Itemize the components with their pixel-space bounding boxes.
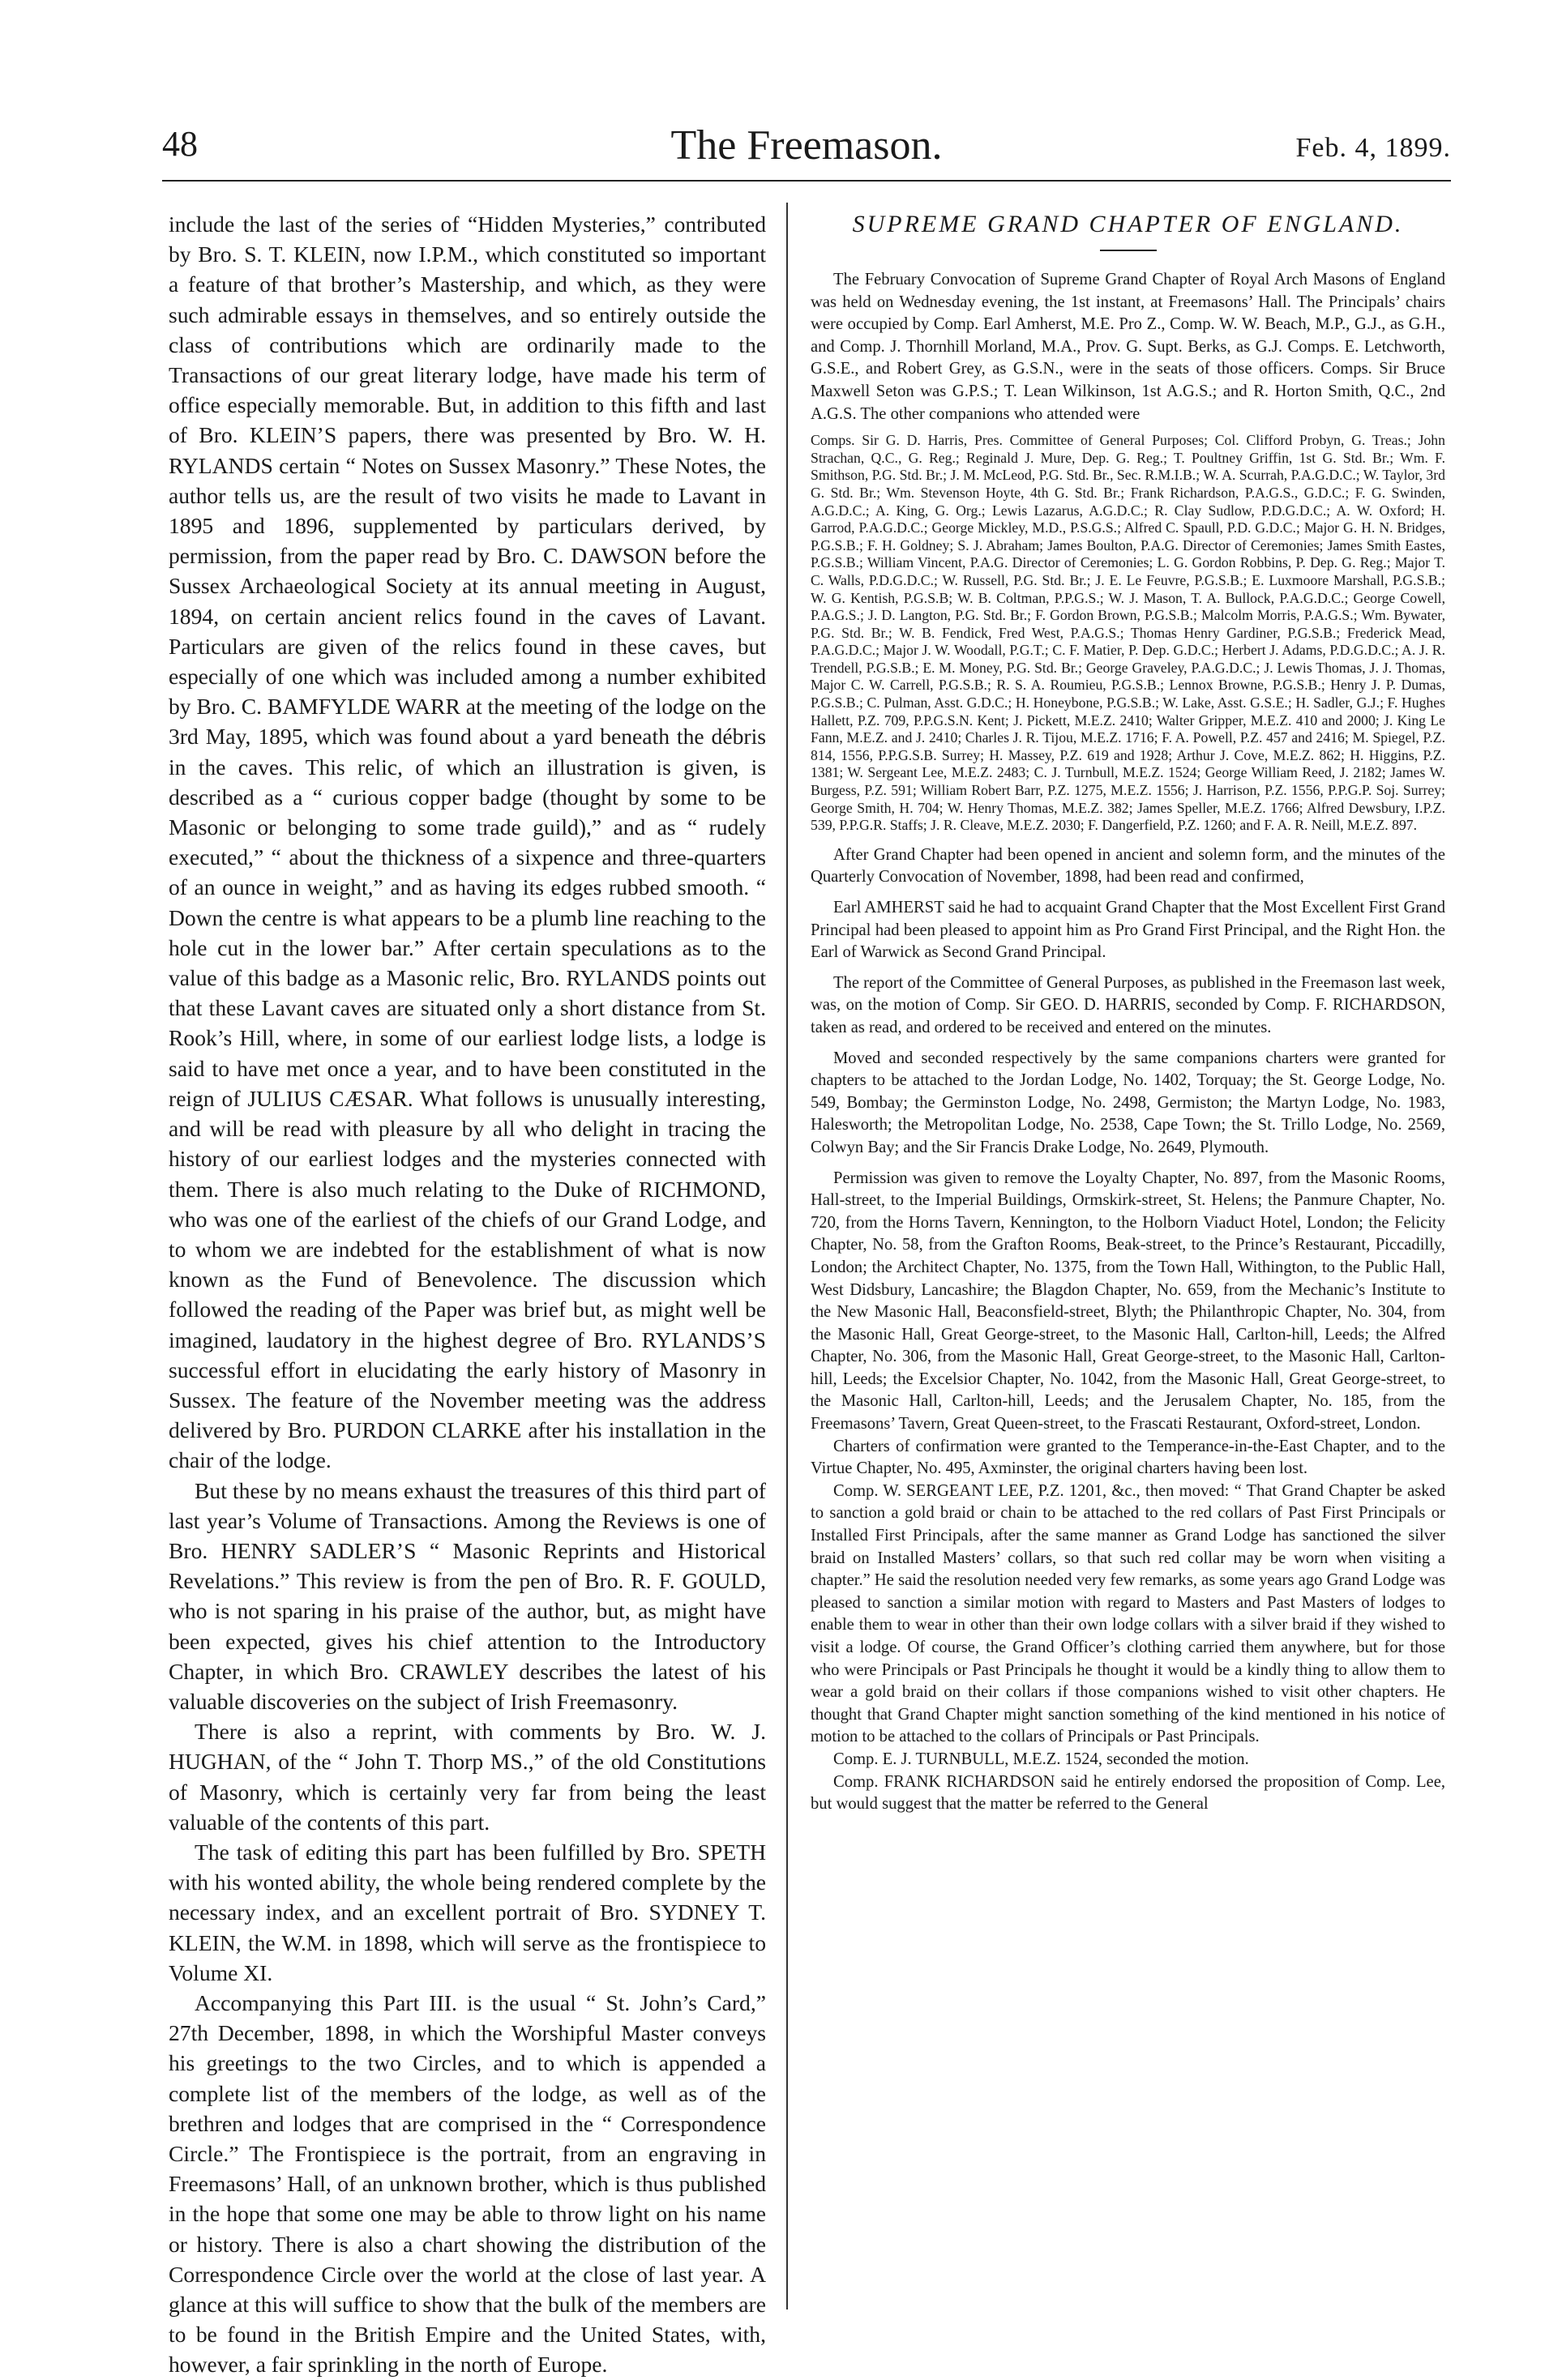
title-rule (1100, 250, 1157, 251)
report-intro: The February Convocation of Supreme Grand Chapter of Royal Arch Masons of England was held on Wednesday evening, the 1st instant, at Freemasons’ Hall. The Principals’ chairs were occupied by Comp. Earl Amherst, M.E. Pro Z., Comp. W. W. Beach, M.P., G.J., as G.H., and Comp. J. Thornhill Morland, M.A., Prov. G. Supt. Berks, as G.J. Comps. E. Letchworth, G.S.E., and Robert Grey, as G.S.N., were in the seats of those officers. Comps. Sir Bruce Maxwell Seton was G.P.S.; T. Lean Wilkinson, 1st A.G.S.; and R. Horton Smith, Q.C., 2nd A.G.S. The other companions who attended were (811, 271, 1445, 423)
article-paragraph: The task of editing this part has been fulfilled by Bro. SPETH with his wonted ability, the whole being rendered complete by the necessary index, and an excellent portrait of Bro. SYDNEY T. KLEIN, the W.M. in 1898, which will serve as the frontispiece to Volume XI. (169, 1839, 766, 1985)
right-column (811, 209, 1445, 1816)
report-paragraph: Comp. FRANK RICHARDSON said he entirely endorsed the proposition of Comp. Lee, but would suggest that the matter be referred to the General (811, 1772, 1445, 1814)
report-paragraph: The report of the Committee of General Purposes, as published in the Freemason last week, was, on the motion of Comp. Sir GEO. D. HARRIS, seconded by Comp. F. RICHARDSON, taken as read, and ordered to be received and entered on the minutes. (811, 973, 1445, 1036)
section-title: SUPREME GRAND CHAPTER OF ENGLAND. (852, 211, 1404, 237)
report-paragraph: Permission was given to remove the Loyalty Chapter, No. 897, from the Masonic Rooms, Hall-street, to the Imperial Buildings, Ormskirk-street, St. Helens; the Panmure Chapter, No. 720, from the Horns Tavern, Kennington, to the Holborn Viaduct Hotel, London; the Felicity Chapter, No. 58, from the Grafton Rooms, Beak-street, to the Prince’s Restaurant, Piccadilly, London; the Architect Chapter, No. 1375, from the Town Hall, Withington, to the Public Hall, West Didsbury, Lancashire; the Blagdon Chapter, No. 659, from the Mechanic’s Institute to the New Masonic Hall, Beaconsfield-street, Blyth; the Philanthropic Chapter, No. 304, from the Masonic Hall, Great George-street, to the Masonic Hall, Carlton-hill, Leeds; the Alfred Chapter, No. 306, from the Masonic Hall, Great George-street, to the Masonic Hall, Carlton-hill, Leeds; the Excelsior Chapter, No. 1042, from the Masonic Hall, Great George-street, to the Masonic Hall, Carlton-hill, Leeds; and the Jerusalem Chapter, No. 185, from the Freemasons’ Tavern, Great Queen-street, to the Frascati Restaurant, Oxford-street, London. (811, 1169, 1445, 1434)
article-paragraph: There is also a reprint, with comments by Bro. W. J. HUGHAN, of the “ John T. Thorp MS.,” of the old Constitutions of Masonry, which is certainly very far from being the least valuable of the contents of this part. (169, 1719, 766, 1835)
report-paragraph: Moved and seconded respectively by the same companions charters were granted for chapters to be attached to the Jordan Lodge, No. 1402, Torquay; the St. George Lodge, No. 549, Bombay; the Germinston Lodge, No. 2498, Germiston; the Martyn Lodge, No. 1983, Halesworth; the Metropolitan Lodge, No. 2538, Cape Town; the St. Trillo Lodge, No. 2569, Colwyn Bay; and the Sir Francis Drake Lodge, No. 2649, Plymouth. (811, 1049, 1445, 1156)
report-paragraph: After Grand Chapter had been opened in ancient and solemn form, and the minutes of the Quarterly Convocation of November, 1898, had been read and confirmed, (811, 845, 1445, 887)
page-number: 48 (162, 124, 198, 164)
report-paragraph: Earl AMHERST said he had to acquaint Grand Chapter that the Most Excellent First Grand Principal had been pleased to appoint him as Pro Grand First Principal, and the Right Hon. the Earl of Warwick as Second Grand Principal. (811, 899, 1445, 962)
page-header (162, 122, 1451, 173)
report-paragraph: Comp. W. SERGEANT LEE, P.Z. 1201, &c., then moved: “ That Grand Chapter be asked to sanction a gold braid or chain to be attached to the red collars of Past First Principals or Installed First Principals, after the same manner as Grand Lodge has sanctioned the silver braid on Installed Masters’ collars, so that such red collar may be worn when visiting a chapter.” He said the resolution needed very few remarks, as some years ago Grand Lodge was pleased to sanction a similar motion with regard to Masters and Past Masters of lodges to enable them to wear in other than their own lodge collars with a silver braid if they wished to visit a lodge. Of course, the Grand Officer’s clothing carried them anywhere, but for those who were Principals or Past Principals he thought it would be a kindly thing to allow them to wear a gold braid on their collars if those companions wished to visit other chapters. He thought that Grand Chapter might sanction something of the kind mentioned in his notice of motion to be attached to the collars of Principals or Past Principals. (811, 1481, 1445, 1746)
masthead-title: The Freemason. (670, 122, 943, 169)
left-column (169, 209, 766, 2380)
header-rule (162, 180, 1451, 182)
report-paragraph: Comp. E. J. TURNBULL, M.E.Z. 1524, seconded the motion. (833, 1750, 1249, 1768)
article-paragraph: include the last of the series of “Hidden Mysteries,” contributed by Bro. S. T. KLEIN, now I.P.M., which constituted so important a feature of that brother’s Mastership, and which, as they were such admirable essays in themselves, and so entirely outside the class of contributions which are ordinarily made to the Transactions of our great literary lodge, have made his term of office especially memorable. But, in addition to this fifth and last of Bro. KLEIN’S papers, there was presented by Bro. W. H. RYLANDS certain “ Notes on Sussex Masonry.” These Notes, the author tells us, are the result of two visits he made to Lavant in 1895 and 1896, supplemented by particulars derived, by permission, from the paper read by Bro. C. DAWSON before the Sussex Archaeological Society at its annual meeting in August, 1894, on certain ancient relics found in the caves of Lavant. Particulars are given of the relics found in these caves, but especially of one which was included among a number exhibited by Bro. C. BAMFYLDE WARR at the meeting of the lodge on the 3rd May, 1895, which was found about a yard beneath the débris in the caves. This relic, of which an illustration is given, is described as a “ curious copper badge (thought by some to be Masonic or belonging to some trade guild),” and as “ rudely executed,” “ about the thickness of a sixpence and three-quarters of an ounce in weight,” and as having its edges rubbed smooth. “ Down the centre is what appears to be a plumb line reaching to the hole cut in the lower bar.” After certain speculations as to the value of this badge as a Masonic relic, Bro. RYLANDS points out that these Lavant caves are situated only a short distance from St. Rook’s Hill, where, in some of our earliest lodge lists, a lodge is said to have met once a year, and to have been constituted in the reign of JULIUS CÆSAR. What follows is unusually interesting, and will be read with pleasure by all who delight in tracing the history of our earliest lodges and the mysteries connected with them. There is also much relating to the Duke of RICHMOND, who was one of the earliest of the chiefs of our Grand Lodge, and to whom we are indebted for the establishment of what is now known as the Fund of Benevolence. The discussion which followed the reading of the Paper was brief but, as might well be imagined, laudatory in the highest degree of Bro. RYLANDS’S successful effort in elucidating the early history of Masonry in Sussex. The feature of the November meeting was the address delivered by Bro. PURDON CLARKE after his installation in the chair of the lodge. (169, 212, 766, 1473)
column-divider (786, 203, 788, 2309)
report-paragraph: Charters of confirmation were granted to the Temperance-in-the-East Chapter, and to the Virtue Chapter, No. 495, Axminster, the original charters having been lost. (811, 1437, 1445, 1478)
article-paragraph: But these by no means exhaust the treasures of this third part of last year’s Volume of Transactions. Among the Reviews is one of Bro. HENRY SADLER’S “ Masonic Reprints and Historical Revelations.” This review is from the pen of Bro. R. F. GOULD, who is not sparing in his praise of the author, but, as might have been expected, gives his chief attention to the Introductory Chapter, in which Bro. CRAWLEY describes the latest of his valuable discoveries on the subject of Irish Freemasonry. (169, 1477, 766, 1714)
attendee-list: Comps. Sir G. D. Harris, Pres. Committee of General Purposes; Col. Clifford Probyn, G. Treas.; John Strachan, Q.C., G. Reg.; Reginald J. Mure, Dep. G. Reg.; T. Poultney Griffin, 1st G. Std. Br.; Wm. F. Smithson, P.G. Std. Br.; J. M. McLeod, P.G. Std. Br., Sec. R.M.I.B.; W. A. Scurrah, P.A.G.D.C.; W. Taylor, 3rd G. Std. Br.; Wm. Stevenson Hoyte, 4th G. Std. Br.; Frank Richardson, P.A.G.S., G.D.C.; F. G. Swinden, A.G.D.C.; A. King, G. Org.; Lewis Lazarus, A.G.D.C.; R. Clay Sudlow, P.D.G.D.C.; A. W. Oxford; H. Garrod, P.A.G.D.C.; George Mickley, M.D., P.S.G.S.; Alfred C. Spaull, P.D. G.D.C.; Major G. H. N. Bridges, P.G.S.B.; F. H. Goldney; S. J. Abraham; James Boulton, P.A.G. Director of Ceremonies; James Smith Eastes, P.G.S.B.; William Vincent, P.A.G. Director of Ceremonies; L. G. Gordon Robbins, P. Dep. G. Reg.; Major T. C. Walls, P.D.G.D.C.; W. Russell, P.G. Std. Br.; J. E. Le Feuvre, P.G.S.B.; E. Luxmoore Marshall, P.G.S.B.; W. G. Kentish, P.G.S.B; W. B. Coltman, P.P.G.S.; W. J. Mason, T. A. Bullock, P.A.G.D.C.; George Cowell, P.A.G.S.; J. D. Langton, P.G. Std. Br.; F. Gordon Brown, P.G.S.B.; Malcolm Morris, P.A.G.S.; Wm. Bywater, P.G. Std. Br.; W. B. Fendick, Fred West, P.A.G.S.; Thomas Henry Gardiner, P.G.S.B.; Frederick Mead, P.A.G.D.C.; Major J. W. Woodall, P.G.T.; C. F. Matier, P. Dep. G.D.C.; Herbert J. Adams, P.D.G.D.C.; A. J. R. Trendell, P.G.S.B.; E. M. Money, P.G. Std. Br.; George Graveley, P.A.G.D.C.; J. Lewis Thomas, J. J. Thomas, Major C. W. Carrell, P.G.S.B.; R. S. A. Roumieu, P.G.S.B.; Lennox Browne, P.G.S.B.; Henry J. P. Dumas, P.G.S.B.; C. Pulman, Asst. G.D.C.; H. Honeybone, P.G.S.B.; W. Lake, Asst. G.S.E.; H. Sadler, G.J.; F. Hughes Hallett, P.Z. 709, P.P.G.S.N. Kent; J. Pickett, M.E.Z. 2410; Walter Gripper, M.E.Z. 410 and 2000; J. King Le Fann, M.E.Z. and J. 2410; Charles J. R. Tijou, M.E.Z. 1716; F. A. Powell, P.Z. 457 and 2416; M. Spiegel, P.Z. 814, 1556, P.P.G.S.B. Surrey; H. Massey, P.Z. 619 and 1928; Arthur J. Cove, M.E.Z. 862; H. Higgins, P.Z. 1381; W. Sergeant Lee, M.E.Z. 2483; C. J. Turnbull, M.E.Z. 1524; George William Reed, J. 2182; James W. Burgess, P.Z. 591; William Robert Barr, P.Z. 1275, M.E.Z. 1556; J. Harrison, P.Z. 1556, P.P.G.P. Soj. Surrey; George Smith, H. 704; W. Henry Thomas, M.E.Z. 382; James Speller, M.E.Z. 1766; Alfred Dewsbury, I.P.Z. 539, P.P.G.R. Staffs; J. R. Cleave, M.E.Z. 2030; F. Dangerfield, P.Z. 1260; and F. A. R. Neill, M.E.Z. 897. (811, 432, 1445, 834)
article-paragraph: Accompanying this Part III. is the usual “ St. John’s Card,” 27th December, 1898, in which the Worshipful Master conveys his greetings to the two Circles, and to which is appended a complete list of the members of the lodge, as well as of the brethren and lodges that are comprised in the “ Correspondence Circle.” The Frontispiece is the portrait, from an engraving in Freemasons’ Hall, of an unknown brother, which is thus published in the hope that some one may be able to throw light on his name or history. There is also a chart showing the distribution of the Correspondence Circle over the world at the close of last year. A glance at this will suffice to show that the bulk of the members are to be found in the British Empire and the United States, with, however, a fair sprinkling in the north of Europe. (169, 1989, 766, 2378)
issue-date: Feb. 4, 1899. (1295, 133, 1451, 163)
